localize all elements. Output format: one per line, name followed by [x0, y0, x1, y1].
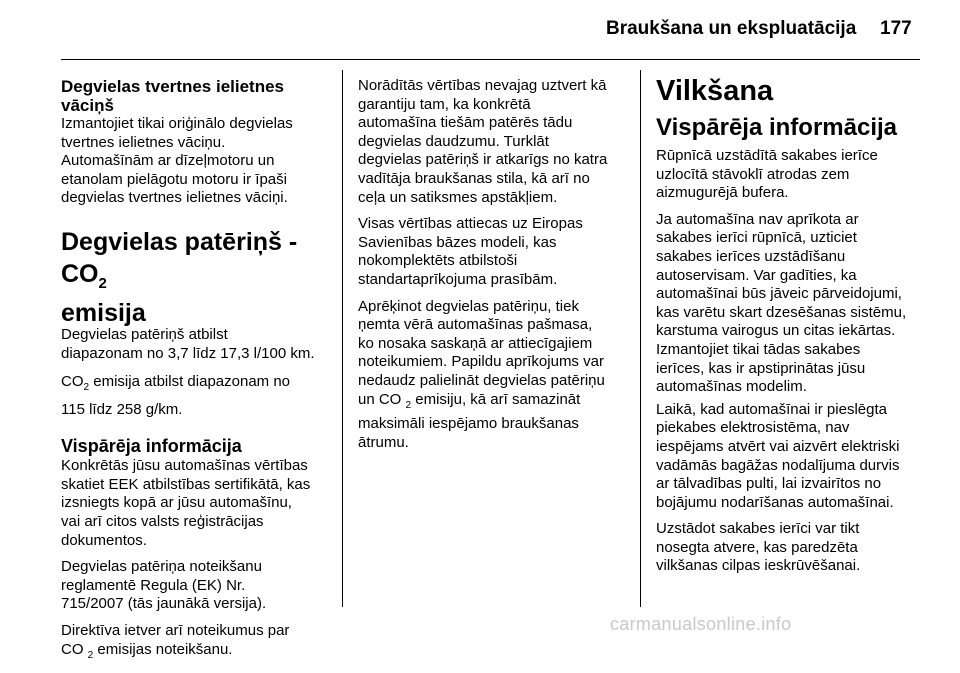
heading-consumption-subscript: 2	[98, 274, 107, 292]
heading-emission: emisija	[61, 298, 146, 327]
heading-consumption-text: Degvielas patēriņš - CO	[61, 227, 298, 288]
paragraph-co2-range	[61, 371, 331, 421]
paragraph-towing-4: Uzstādot sakabes ierīci var tikt nosegta atvere, kas paredzēta vilkšanas cilpas ieskrūvēšanai.	[656, 520, 861, 575]
watermark-text: carmanualsonline.info	[610, 614, 792, 634]
paragraph-values-note: Norādītās vērtības nevajag uztvert kā garantiju tam, ka konkrētā automašīna tiešām patērēs tādu degvielas daudzumu. Turklāt degvielas patēriņš ir atkarīgs no katra vadītāja braukšanas stila, kā arī no ceļa un satiksmes apstākļiem.	[358, 77, 608, 206]
calculation-text-b: emisiju, kā arī samazināt maksimāli iespējamo braukšanas ātrumu.	[358, 390, 581, 451]
heading-towing-general: Vispārēja informācija	[656, 114, 898, 141]
column-divider-2	[640, 70, 641, 607]
paragraph-calculation	[358, 298, 630, 453]
paragraph-general-1: Konkrētās jūsu automašīnas vērtības skatiet EEK atbilstības sertifikātā, kas izsniegts kopā ar jūsu automašīnu, vai arī citos valsts reģistrācijas dokumentos.	[61, 457, 311, 549]
paragraph-towing-2: Ja automašīna nav aprīkota ar sakabes ierīci rūpnīcā, uzticiet sakabes ierīces uzstādīšanu autoservisam. Var gadīties, ka automašīnai būs jāveic pārveidojumi, kas varētu skart dzesēšanas sistēmu, karstuma vairogus un citas iekārtas. Izmantojiet tikai tādas sakabes ierīces, kas ir apstiprinātas jūsu automašīnas modelim.	[656, 210, 907, 396]
paragraph-general-2: Degvielas patēriņa noteikšanu reglamentē Regula (EK) Nr. 715/2007 (tās jaunākā versija).	[61, 558, 267, 613]
paragraph-eu-base-model: Visas vērtības attiecas uz Eiropas Savienības bāzes modeli, kas nokomplektēts atbilstoši standartaprīkojuma prasībām.	[358, 215, 583, 288]
paragraph-towing-3: Laikā, kad automašīnai ir pieslēgta piekabes elektrosistēma, nav iespējams atvērt vai aizvērt elektriski vadāmās bagāžas nodalījuma durvis ar tālvadības pulti, lai izvairītos no bojājumu nodarīšanas automašīnai.	[656, 400, 900, 511]
heading-fuel-cap: Degvielas tvertnes ielietnes vāciņš	[61, 77, 285, 115]
paragraph-towing-1: Rūpnīcā uzstādītā sakabes ierīce uzlocītā stāvoklī atrodas zem aizmugurējā bufera.	[656, 147, 878, 202]
general3-text-a: Direktīva ietver arī noteikumus par CO	[61, 621, 290, 658]
paragraph-general-3	[61, 622, 331, 665]
page-header	[0, 0, 960, 58]
calculation-subscript: 2	[405, 399, 412, 411]
co2-text-a: CO	[61, 373, 84, 391]
heading-towing: Vilkšana	[656, 75, 774, 107]
chapter-title: Braukšana un ekspluatācija	[606, 18, 857, 39]
general3-subscript: 2	[87, 649, 94, 661]
paragraph-consumption-range: Degvielas patēriņš atbilst diapazonam no 3,7 līdz 17,3 l/100 km.	[61, 325, 315, 362]
column-3	[656, 74, 926, 584]
header-divider	[61, 59, 920, 60]
column-divider-1	[342, 70, 343, 607]
heading-general-info: Vispārēja informācija	[61, 436, 242, 457]
heading-fuel-consumption	[61, 226, 331, 300]
general3-text-b: emisijas noteikšanu.	[93, 640, 233, 658]
co2-text-b: emisija atbilst diapazonam no 115 līdz 258 g/km.	[61, 373, 291, 419]
column-2	[358, 77, 630, 460]
calculation-text-a: Aprēķinot degvielas patēriņu, tiek ņemta vērā automašīnas pašmasa, ko nosaka saskaņā ar attiecīgajiem noteikumiem. Papildu aprīkojums var nedaudz palielināt degvielas patēriņu un CO	[358, 297, 605, 408]
co2-subscript: 2	[83, 382, 90, 394]
page-number: 177	[880, 18, 912, 39]
paragraph-fuel-cap: Izmantojiet tikai oriģinālo degvielas tvertnes ielietnes vāciņu. Automašīnām ar dīzeļmotoru un etanolam pielāgotu motoru ir īpaši degvielas tvertnes ielietnes vāciņi.	[61, 115, 293, 207]
column-1	[61, 77, 331, 673]
